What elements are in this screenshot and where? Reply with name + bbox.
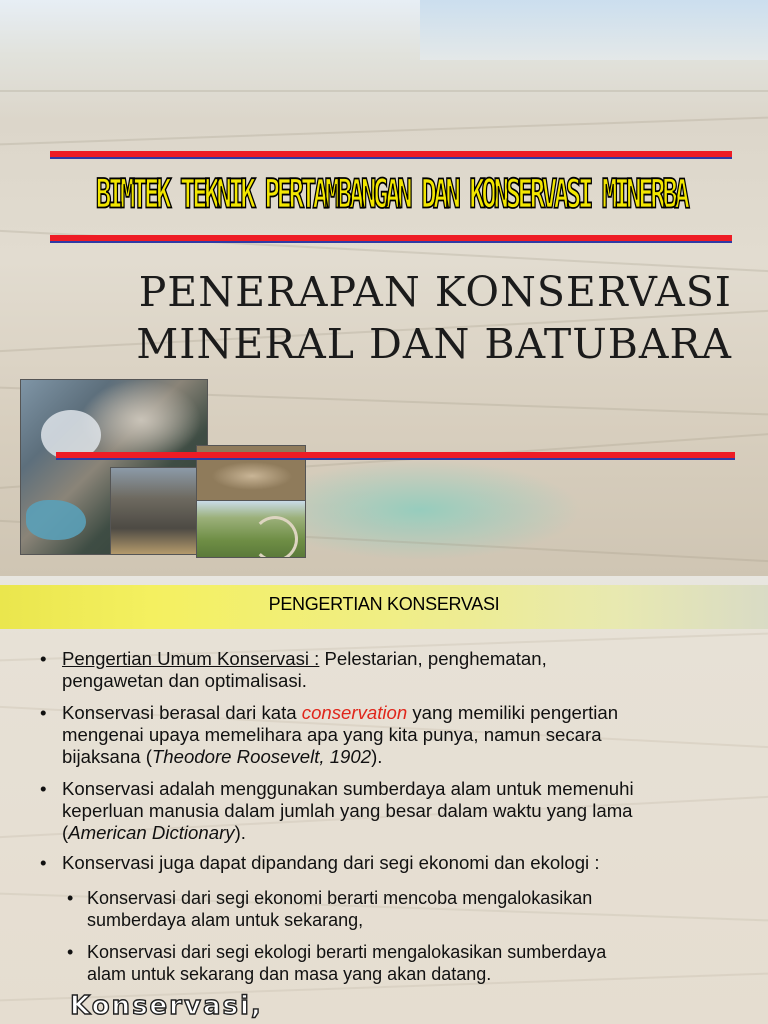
- bullet-perspectives: • Konservasi juga dapat dipandang dari segi ekonomi dan ekologi :: [40, 852, 600, 873]
- subbullet-economy: • Konservasi dari segi ekonomi berarti mencoba mengalokasikan sumberdaya alam untuk sekarang,: [67, 888, 593, 930]
- title-line-2: MINERAL DAN BATUBARA: [136, 320, 732, 368]
- reclaimed-land-photo: [196, 500, 306, 558]
- title-line-1: PENERAPAN KONSERVASI: [138, 268, 732, 316]
- mine-excavation-photo: [110, 467, 197, 555]
- bottom-red-rule: [56, 452, 735, 460]
- section-heading: PENGERTIAN KONSERVASI: [268, 594, 500, 614]
- top-red-rule: [50, 151, 732, 159]
- sky-background: [420, 0, 768, 60]
- bullet-origin: • Konservasi berasal dari kata conservation yang memiliki pengertian mengenai upaya memelihara apa yang kita punya, namun secara bijaksana (Theodore Roosevelt, 1902).: [40, 702, 619, 767]
- footer-wordart: Konservasi,: [70, 991, 263, 1021]
- bimtek-banner: BIMTEK TEKNIK PERTAMBANGAN DAN KONSERVASI MINERBA: [95, 172, 687, 219]
- subbullet-ecology: • Konservasi dari segi ekologi berarti mengalokasikan sumberdaya alam untuk sekarang dan masa yang akan datang.: [67, 942, 607, 984]
- slide-title: [136, 266, 732, 370]
- bullet-general-definition: • Pengertian Umum Konservasi : Pelestarian, penghematan, pengawetan dan optimalisasi.: [40, 648, 547, 691]
- bullet-usage: • Konservasi adalah menggunakan sumberdaya alam untuk memenuhi keperluan manusia dalam jumlah yang besar dalam waktu yang lama (American Dictionary).: [40, 778, 634, 843]
- middle-red-rule: [50, 235, 732, 243]
